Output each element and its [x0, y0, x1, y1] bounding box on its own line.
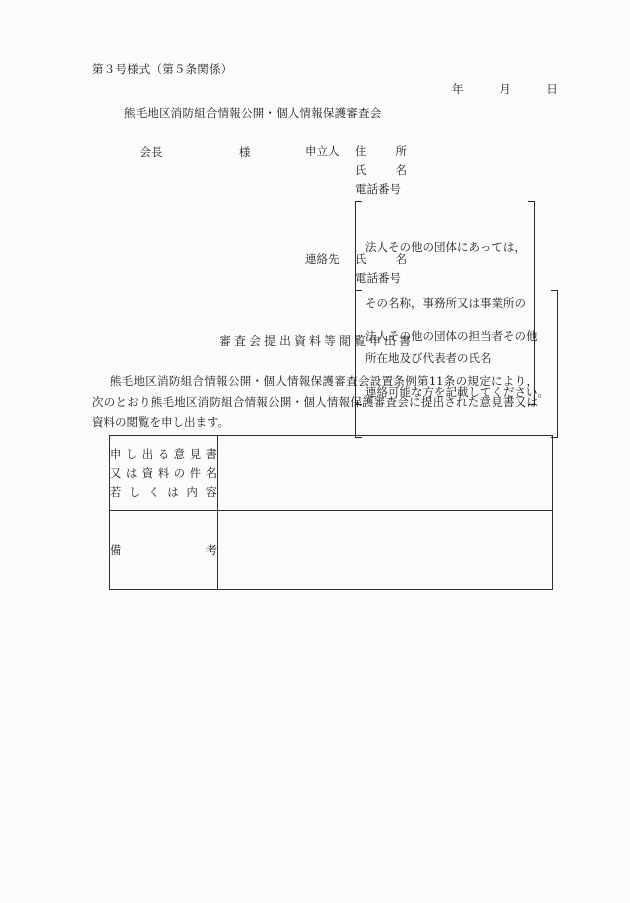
- remarks-label-line: 備 考: [110, 543, 217, 557]
- addressee-organization: 熊毛地区消防組合情報公開・個人情報保護審査会: [124, 106, 382, 120]
- applicant-address-label: 住 所: [355, 144, 407, 158]
- table-row: [110, 511, 553, 590]
- applicant-phone-row: [305, 181, 535, 200]
- subject-label-line-1: 申 し 出 る 意 見 書: [110, 447, 217, 461]
- subject-label-line-3: 若 し く は 内 容: [110, 485, 217, 499]
- contact-phone-label: 電話番号: [355, 271, 401, 285]
- body-line-1: 熊毛地区消防組合情報公開・個人情報保護審査会設置条例第11条の規定により，次の: [92, 374, 538, 409]
- applicant-name-label: 氏 名: [355, 163, 407, 177]
- subject-label-cell: [110, 436, 218, 511]
- remarks-value-cell[interactable]: [218, 511, 553, 590]
- applicant-phone-label: 電話番号: [355, 182, 401, 196]
- table-row: [110, 436, 553, 511]
- contact-phone-row: [305, 270, 558, 289]
- contact-name-label: 氏 名: [355, 252, 407, 266]
- form-table: [109, 435, 553, 590]
- body-line-2: とおり熊毛地区消防組合情報公開・個人情報保護審査会に提出された意見書又は資料の: [92, 394, 539, 429]
- remarks-label-cell: [110, 511, 218, 590]
- date-line: 年 月 日: [452, 82, 559, 96]
- addressee-row: [124, 124, 251, 181]
- addressee-title: 会長: [139, 145, 163, 159]
- contact-name-row: [305, 251, 558, 270]
- body-paragraph: [92, 371, 538, 433]
- applicant-note: 法人その他の団体にあっては， その名称，事務所又は事業所の 所在地及び代表者の氏名: [355, 200, 535, 406]
- body-line-3: 閲覧を申し出ます。: [126, 415, 230, 429]
- contact-tag: 連絡先: [305, 252, 340, 266]
- document-title: 審査会提出資料等閲覧申出書: [219, 334, 415, 348]
- applicant-tag: 申立人: [305, 144, 340, 158]
- subject-label-line-2: 又 は 資 料 の 件 名: [110, 466, 217, 480]
- form-number: 第３号様式（第５条関係）: [92, 62, 233, 76]
- addressee-honorific: 様: [238, 145, 251, 159]
- subject-value-cell[interactable]: [218, 436, 553, 511]
- applicant-name-row: [305, 162, 535, 181]
- applicant-address-row: [305, 143, 535, 162]
- contact-note: 法人その他の団体の担当者その他 連絡可能な方を記載してください。: [355, 289, 558, 439]
